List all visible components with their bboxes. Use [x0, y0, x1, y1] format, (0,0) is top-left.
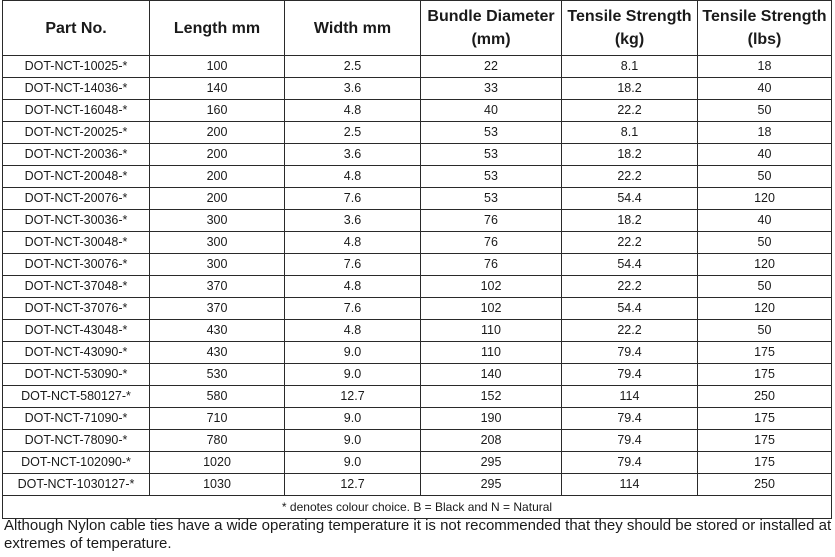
cell-tensile-lbs: 250 [698, 386, 832, 408]
cell-width: 9.0 [285, 452, 421, 474]
cell-tensile-lbs: 175 [698, 364, 832, 386]
cell-length: 430 [150, 320, 285, 342]
header-row [3, 1, 832, 56]
cable-tie-spec-table [2, 0, 832, 519]
cell-tensile-kg: 79.4 [562, 408, 698, 430]
cell-length: 580 [150, 386, 285, 408]
cell-tensile-kg: 22.2 [562, 166, 698, 188]
cell-bundle-diameter: 76 [421, 232, 562, 254]
cell-width: 2.5 [285, 122, 421, 144]
cell-tensile-kg: 18.2 [562, 78, 698, 100]
table-row [3, 56, 832, 78]
cell-part-no: DOT-NCT-43048-* [3, 320, 150, 342]
cell-bundle-diameter: 33 [421, 78, 562, 100]
table-row [3, 298, 832, 320]
table-row [3, 166, 832, 188]
cell-bundle-diameter: 53 [421, 188, 562, 210]
cell-part-no: DOT-NCT-30076-* [3, 254, 150, 276]
table-row [3, 276, 832, 298]
cell-length: 200 [150, 144, 285, 166]
table-row [3, 364, 832, 386]
cell-bundle-diameter: 208 [421, 430, 562, 452]
cell-length: 300 [150, 254, 285, 276]
cell-bundle-diameter: 102 [421, 298, 562, 320]
cell-bundle-diameter: 53 [421, 166, 562, 188]
table-row [3, 408, 832, 430]
cell-tensile-kg: 8.1 [562, 122, 698, 144]
cell-bundle-diameter: 110 [421, 342, 562, 364]
table-row [3, 144, 832, 166]
cell-length: 780 [150, 430, 285, 452]
table-row [3, 320, 832, 342]
cell-width: 9.0 [285, 430, 421, 452]
cell-tensile-lbs: 18 [698, 122, 832, 144]
cell-part-no: DOT-NCT-16048-* [3, 100, 150, 122]
table-row [3, 122, 832, 144]
cell-bundle-diameter: 53 [421, 144, 562, 166]
cell-length: 200 [150, 166, 285, 188]
cell-bundle-diameter: 295 [421, 452, 562, 474]
table-row [3, 386, 832, 408]
cell-tensile-kg: 22.2 [562, 320, 698, 342]
cell-length: 140 [150, 78, 285, 100]
footnote: * denotes colour choice. B = Black and N = Natural [3, 496, 832, 519]
storage-note: Although Nylon cable ties have a wide operating temperature it is not recommended that they should be stored or installed at extremes of temperature. [4, 517, 832, 552]
cell-tensile-kg: 18.2 [562, 210, 698, 232]
cell-width: 9.0 [285, 342, 421, 364]
cell-bundle-diameter: 76 [421, 210, 562, 232]
cell-part-no: DOT-NCT-580127-* [3, 386, 150, 408]
cell-tensile-lbs: 120 [698, 188, 832, 210]
cell-part-no: DOT-NCT-14036-* [3, 78, 150, 100]
cell-bundle-diameter: 76 [421, 254, 562, 276]
cell-length: 370 [150, 276, 285, 298]
cell-width: 4.8 [285, 166, 421, 188]
cell-length: 710 [150, 408, 285, 430]
cell-length: 430 [150, 342, 285, 364]
cell-length: 300 [150, 210, 285, 232]
cell-bundle-diameter: 295 [421, 474, 562, 496]
cell-part-no: DOT-NCT-20076-* [3, 188, 150, 210]
cell-part-no: DOT-NCT-71090-* [3, 408, 150, 430]
cell-bundle-diameter: 102 [421, 276, 562, 298]
cell-length: 370 [150, 298, 285, 320]
cell-width: 12.7 [285, 386, 421, 408]
table-row [3, 78, 832, 100]
cell-tensile-lbs: 50 [698, 320, 832, 342]
cell-part-no: DOT-NCT-1030127-* [3, 474, 150, 496]
table-row [3, 474, 832, 496]
cell-tensile-kg: 8.1 [562, 56, 698, 78]
cell-tensile-lbs: 175 [698, 408, 832, 430]
header-part-no: Part No. [3, 1, 150, 56]
cell-tensile-lbs: 175 [698, 452, 832, 474]
cell-length: 160 [150, 100, 285, 122]
table-row [3, 430, 832, 452]
cell-part-no: DOT-NCT-102090-* [3, 452, 150, 474]
cell-width: 12.7 [285, 474, 421, 496]
cell-bundle-diameter: 190 [421, 408, 562, 430]
cell-tensile-lbs: 250 [698, 474, 832, 496]
header-tensile-lbs: Tensile Strength (lbs) [698, 1, 832, 56]
table-row [3, 188, 832, 210]
cell-part-no: DOT-NCT-78090-* [3, 430, 150, 452]
cell-part-no: DOT-NCT-20048-* [3, 166, 150, 188]
cell-bundle-diameter: 110 [421, 320, 562, 342]
cell-tensile-kg: 22.2 [562, 232, 698, 254]
cell-tensile-lbs: 40 [698, 210, 832, 232]
cell-length: 1020 [150, 452, 285, 474]
cell-part-no: DOT-NCT-10025-* [3, 56, 150, 78]
cell-tensile-kg: 114 [562, 474, 698, 496]
cell-length: 530 [150, 364, 285, 386]
cell-width: 3.6 [285, 144, 421, 166]
table-row [3, 100, 832, 122]
cell-tensile-kg: 54.4 [562, 188, 698, 210]
cell-width: 4.8 [285, 232, 421, 254]
cell-bundle-diameter: 53 [421, 122, 562, 144]
cell-tensile-lbs: 40 [698, 144, 832, 166]
cell-part-no: DOT-NCT-37048-* [3, 276, 150, 298]
cell-tensile-kg: 79.4 [562, 342, 698, 364]
cell-tensile-kg: 18.2 [562, 144, 698, 166]
cell-part-no: DOT-NCT-37076-* [3, 298, 150, 320]
cell-length: 200 [150, 122, 285, 144]
cell-tensile-kg: 22.2 [562, 276, 698, 298]
cell-tensile-kg: 22.2 [562, 100, 698, 122]
header-bundle-diameter: Bundle Diameter (mm) [421, 1, 562, 56]
cell-tensile-lbs: 120 [698, 254, 832, 276]
cell-bundle-diameter: 40 [421, 100, 562, 122]
header-tensile-kg: Tensile Strength (kg) [562, 1, 698, 56]
cell-tensile-kg: 79.4 [562, 364, 698, 386]
header-width: Width mm [285, 1, 421, 56]
table-row [3, 232, 832, 254]
cell-width: 7.6 [285, 188, 421, 210]
cell-part-no: DOT-NCT-30036-* [3, 210, 150, 232]
cell-width: 7.6 [285, 254, 421, 276]
cell-tensile-kg: 79.4 [562, 452, 698, 474]
cell-part-no: DOT-NCT-30048-* [3, 232, 150, 254]
header-length: Length mm [150, 1, 285, 56]
table-body [3, 56, 832, 519]
cell-tensile-kg: 114 [562, 386, 698, 408]
cell-bundle-diameter: 22 [421, 56, 562, 78]
cell-width: 3.6 [285, 210, 421, 232]
cell-length: 300 [150, 232, 285, 254]
cell-tensile-lbs: 50 [698, 276, 832, 298]
cell-width: 4.8 [285, 100, 421, 122]
cell-width: 7.6 [285, 298, 421, 320]
cell-part-no: DOT-NCT-20025-* [3, 122, 150, 144]
table-row [3, 254, 832, 276]
cell-length: 200 [150, 188, 285, 210]
table-row [3, 342, 832, 364]
cell-tensile-lbs: 40 [698, 78, 832, 100]
cell-tensile-kg: 54.4 [562, 254, 698, 276]
cell-tensile-kg: 54.4 [562, 298, 698, 320]
cell-width: 4.8 [285, 320, 421, 342]
cell-tensile-lbs: 120 [698, 298, 832, 320]
cell-width: 4.8 [285, 276, 421, 298]
cell-width: 2.5 [285, 56, 421, 78]
cell-part-no: DOT-NCT-53090-* [3, 364, 150, 386]
table-row [3, 452, 832, 474]
cell-width: 9.0 [285, 408, 421, 430]
cell-tensile-lbs: 50 [698, 166, 832, 188]
cell-length: 100 [150, 56, 285, 78]
cell-bundle-diameter: 152 [421, 386, 562, 408]
cell-tensile-lbs: 18 [698, 56, 832, 78]
cell-part-no: DOT-NCT-43090-* [3, 342, 150, 364]
cell-part-no: DOT-NCT-20036-* [3, 144, 150, 166]
cell-tensile-lbs: 50 [698, 100, 832, 122]
cell-width: 9.0 [285, 364, 421, 386]
footnote-row [3, 496, 832, 519]
cell-bundle-diameter: 140 [421, 364, 562, 386]
cell-tensile-lbs: 50 [698, 232, 832, 254]
table-row [3, 210, 832, 232]
cell-tensile-kg: 79.4 [562, 430, 698, 452]
cell-length: 1030 [150, 474, 285, 496]
cell-tensile-lbs: 175 [698, 342, 832, 364]
cell-tensile-lbs: 175 [698, 430, 832, 452]
cell-width: 3.6 [285, 78, 421, 100]
